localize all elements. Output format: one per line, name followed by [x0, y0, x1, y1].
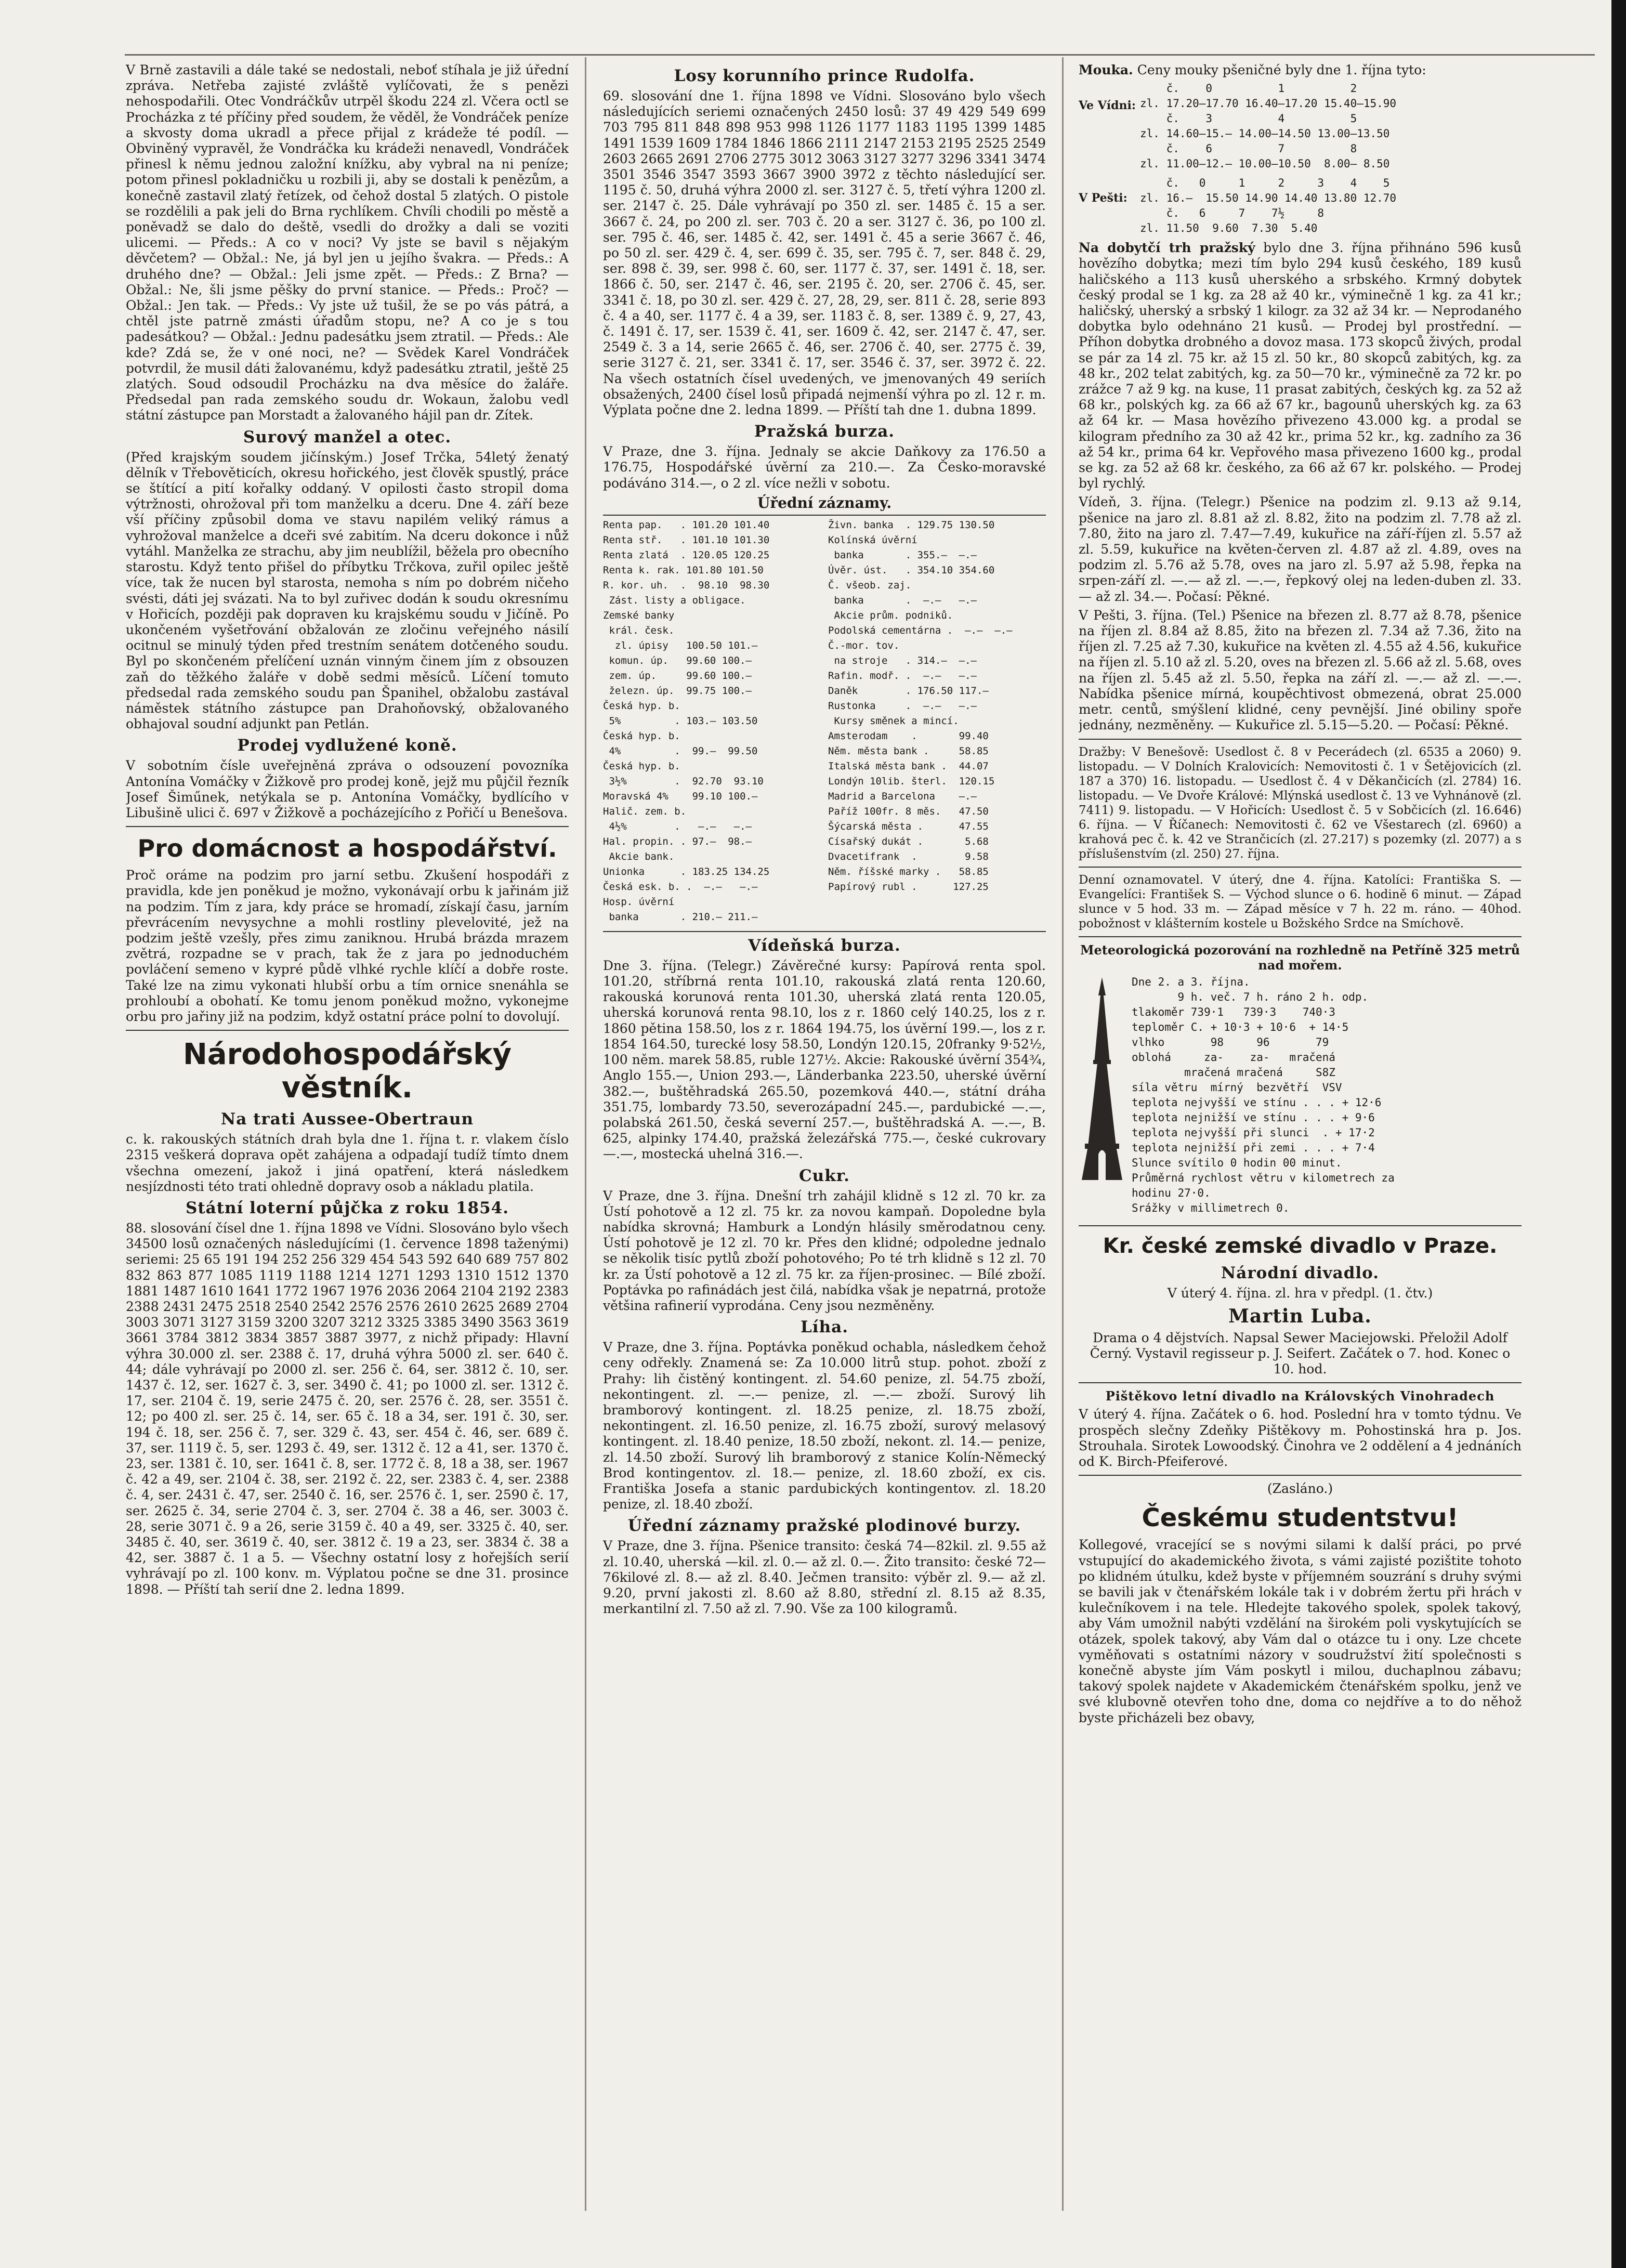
mouka-pesti: [1079, 176, 1522, 240]
petrin-tower-icon: [1079, 975, 1125, 1183]
mouka-lead: Ceny mouky pšeničné byly dne 1. října tyto:: [1137, 62, 1426, 77]
article-dobytci: bylo dne 3. října přihnáno 596 kusů hovězího dobytka; mezi tím bylo 294 kusů českého, 189 kusů haličského a 113 kusů uherského a srbského. Krmný dobytek český prodal se 1 kg. za 28 až 40 kr., výminečně 1 kg. za 41 kr.; haličský, uherský a srbský 1 kilogr. za 32 až 34 kr. — Neprodaného dobytka bylo odehnáno 21 kusů. — Prodej byl prostřední. — Příhon dobytka drobného a dovoz masa. 173 skopců živých, prodal se pár za 14 zl. 75 kr. až 15 zl. 50 kr., 80 skopců zabitých, kg. za 48 kr., 202 telat zabitých, kg. za 50—70 kr., výminečně za 72 kr. po zrážce 7 až 9 kg. na kuse, 11 prasat zabitých, českých kg. za 52 až 68 kr., polských kg. za 66 až 67 kr., bagounů uherských kg. za 63 až 64 kr. — Masa hovězího přivezeno 43.000 kg. a prodal se kilogram předního za 30 až 42 kr., prima 52 kr., kg. zadního za 36 až 54 kr., prima 64 kr. Vepřového masa přivezeno 1600 kg., prodal se kg. za 52 až 68 kr. českého, za 66 až 67 kr. polského. — Prodej byl rychlý.: [1079, 240, 1522, 491]
article-viden-obili: Vídeň, 3. října. (Telegr.) Pšenice na podzim zl. 9.13 až 9.14, pšenice na jaro zl. 8.81 až zl. 8.82, žito na podzim zl. 7.78 až zl. 7.80, žito na jaro zl. 7.47—7.49, kukuřice na září-říjen zl. 5.57 až zl. 5.59, kukuřice na květen-červen zl. 4.87 až zl. 4.89, oves na podzim zl. 5.76 až 5.78, oves na jaro zl. 5.97 až 5.98, řepka na srpen-září zl. —.— až zl. —.—, řepkový olej na leden-duben zl. 33.— až zl. 34.—. Počasí: Pěkné.: [1079, 494, 1522, 604]
heading-losy: Losy korunního prince Rudolfa.: [674, 67, 975, 85]
heading-luba: Martin Luba.: [1228, 1305, 1372, 1327]
heading-narodni: Národní divadlo.: [1221, 1263, 1380, 1282]
heading-surovy: Surový manžel a otec.: [243, 427, 452, 447]
article-luba: Drama o 4 dějstvích. Napsal Sewer Maciejowski. Přeložil Adolf Černý. Vystavil regisseur p. J. Seifert. Začátek o 7. hod. Konec o 10. hod.: [1090, 1330, 1511, 1377]
heading-studentstvu: Českému studentstvu!: [1142, 1503, 1459, 1533]
article-pistek: V úterý 4. října. Začátek o 6. hod. Poslední hra v tomto týdnu. Ve prospěch slečny Zdeňky Pištěkovy m. Pohostinská hra p. Jos. Strouhala. Sirotek Lowoodský. Činohra ve 2 oddělení a 4 jednáních od K. Birch-Pfeiferové.: [1079, 1407, 1522, 1469]
article-prodej: V sobotním čísle uveřejněná zpráva o odsouzení povozníka Antonína Vomáčky v Žižkově pro prodej koně, jejž mu půjčil řezník Josef Šiműnek, netýkala se p. Antonína Vomáčky, bydlícího v Libušině ulici č. 697 v Žižkově a pocházejícího z Pořičí u Benešova.: [126, 758, 569, 820]
article-studentstvu: Kollegové, vracející se s novými silami k další práci, po prvé vstupující do akademického života, s vámi zajisté pozištite tohoto po klidném útulku, kdež byste v příjemném souzrání s druhy svými se bavili jak v čtenářském lokále tak i v dobrém žertu při hrách v kulečníkovem i na tele. Hledejte takového spolek, spolek takový, aby Vám umožnil nabýti vzdělání na širokém poli vyskytujících se otázek, spolek takový, aby Vám dal o otázce tu i ony. Lze chcete vyměňovati s ostatními názory v soudružství žití společnosti s konečně abyste jím Vám poskytl i milou, duchaplnou zábavu; takový spolek najdete v Akademickém čtenářském spolku, jenž ve své klubovně otevřen toho dne, doma co nejdříve a to do něhož byste přicházeli bez obavy,: [1079, 1537, 1522, 1725]
article-videnska-burza: Dne 3. října. (Telegr.) Závěrečné kursy: Papírová renta spol. 101.20, stříbrná renta 101.10, rakouská zlatá renta 120.60, rakouská korunová renta 101.30, uherská zlatá renta 120.05, uherská korunová renta 98.10, los z r. 1860 celý 140.25, los z r. 1860 pětina 158.50, los z r. 1864 194.75, los úvěrní 199.—, los z r. 1854 164.50, turecké losy 58.50, Londýn 120.15, 20franky 9·52½, 100 něm. marek 58.85, ruble 127½. Akcie: Rakouské úvěrní 354³⁄₄, Anglo 155.—, Union 293.—, Länderbanka 223.50, uherské úvěrní 382.—, buštěhradská 265.50, pozemková 440.—, státní dráha 351.75, lombardy 73.50, severozápadní 245.—, pardubické —.—, polabská 261.50, česká severní 257.—, buštěhradská A. —.—, B. 625, alpinky 174.40, pražská železářská 775.—, české cukrovary —.—, mostecká uhelná 316.—.: [603, 958, 1046, 1162]
section-heading-domacnost: Pro domácnost a hospodářství.: [137, 834, 557, 863]
zaslano: (Zasláno.): [1267, 1481, 1333, 1497]
article-surovy: (Před krajským soudem jičínským.) Josef Trčka, 54letý ženatý dělník v Třebověticích, okresu hořického, jest člověk spustlý, práce se štítící a pití kořalky oddaný. V opilosti často stropil doma výtržnosti, ohrožoval při tom manželku a dceru. Dne 4. září beze vší příčiny způsobil doma ve stavu napilém veliký rámus a vyhrožoval manželce a dceři své zabitím. Na dceru dokonce i nůž vytáhl. Manželka ze strachu, aby jim neublížil, běžela pro obecního starostu. Když tento přišel do příbytku Trčkova, zuřil opilec ještě více, tak že nucen byl starosta, nemoha s ním po dobrém ničeho svésti, dáti jej svázati. Na to byl zuřivec dodán k soudu okresnímu v Hořicích, později pak dopraven ku krajskému soudu v Jičíně. Po ukončeném vyšetřování obžalován ze zločinu veřejného násilí ocitnul se minulý týden před trestním senátem dotčeného soudu. Byl po skončeném přelíčení uznán vinným činem jím z obsouzen zaň do těžkého žaláře v době sedmi měsíců. Líčení tomuto předsedal rada zemského soudu pan Španihel, obžalobu zastával náměstek státního zástupce pan Drahoňovský, obžalovaného obhajoval soudní adjunkt pan Petlán.: [126, 449, 569, 732]
divider: [126, 826, 569, 827]
heading-cukr: Cukr.: [799, 1166, 850, 1185]
column-left: [126, 62, 569, 2226]
divider: [126, 1030, 569, 1031]
divider: [1079, 867, 1522, 868]
heading-divadlo: Kr. české zemské divadlo v Praze.: [1103, 1234, 1498, 1258]
mouka-pesti-table: č. 0 1 2 3 4 5 zl. 16.— 15.50 14.90 14.40 13.80 12.70 č. 6 7 7½ 8 zl. 11.50 9.60 7.30 5.40: [1140, 177, 1397, 235]
article-cukr: V Praze, dne 3. října. Dnešní trh zahájil klidně s 12 zl. 70 kr. za Ústí pohotově a 12 zl. 75 kr. za novou kampaň. Dopoledne byla nabídka skrovná; Hamburk a Londýn hlásily směrodatnou ceny. Ústí pohotově je 12 zl. 70 kr. Přes den klidné; odpoledne jednalo se několik tisíc pytlů zboží pohotového; Po té trh klidně s 12 zl. 70 kr. za Ústí pohotově a 12 zl. 75 kr. za říjen-prosinec. — Bílé zboží. Poptávka po rafinádách jest čilá, nabídka však je nepatrná, protože většina rafinerií vyprodána. Ceny jsou nezměněny.: [603, 1188, 1046, 1313]
label-pesti: V Pešti:: [1079, 191, 1127, 205]
label-vidni: Ve Vídni:: [1079, 99, 1136, 113]
meteo-block: [1079, 975, 1522, 1220]
divider: [1079, 936, 1522, 937]
heading-kurzy: Úřední záznamy.: [757, 494, 892, 512]
article-domacnost: Proč oráme na podzim pro jarní setbu. Zkušení hospodáři z pravidla, kde jen poněkud je možno, vykonávají orbu k jařinám již na podzim. Tím z jara, kdy práce se hromadí, získají času, jarním převrácením nevysychne a mohli rostliny plevelovité, jež na podzim ještě vzešly, přes zimu zaniknou. Hrubá brázda mrazem zvětrá, rozpadne se v prach, tak že z jara po jednoduchém povláčení semeno v kypré půdě vlhké rychle klíčí a dobře roste. Také lze na zimu vykonati hlubší orbu a tím ornice snenáhla se prohloubí a obohatí. Ke tomu jenom poněkud možno, vykonejme orbu pro jařiny již na podzim, když ostatní práce polní to dovolují.: [126, 868, 569, 1024]
article-uredni-zaznamy: V Praze, dne 3. října. Pšenice transito: česká 74—82kil. zl. 9.55 až zl. 10.40, uherská —kil. zl. 0.— až zl. 0.—. Žito transito: české 72—76kilové zl. 8.— až zl. 8.40. Ječmen transito: výběr zl. 9.— až zl. 9.20, první jakosti zl. 8.60 až 8.80, střední zl. 8.15 až 8.35, merkantilní zl. 7.50 až zl. 7.90. Vše za 100 kilogramů.: [603, 1538, 1046, 1617]
kurzy-table: [603, 515, 1046, 932]
meteo-table: Dne 2. a 3. října. 9 h. več. 7 h. ráno 2 h. odp. tlakoměr 739·1 739·3 740·3 teploměr C. + 10·3 + 10·6 + 14·5 vlhko 98 96 79 oblohá za- za- mračená mračená mračená S8Z síla větru mírný bezvětří VSV teplota nejvyšší ve stínu . . . + 12·6 teplota nejnižší ve stínu . . . + 9·6 teplota nejvyšší při slunci . + 17·2 teplota nejnižší při zemi . . . + 7·4 Slunce svítilo 0 hodin 00 minut. Průměrná rychlost větru v kilometrech za hodinu 27·0. Srážky v millimetrech 0.: [1132, 975, 1395, 1214]
narodni-date: V úterý 4. října. zl. hra v předpl. (1. čtv.): [1167, 1285, 1433, 1301]
kurzy-right: Živn. banka . 129.75 130.50 Kolínská úvěrní banka . 355.— —.— Úvěr. úst. . 354.10 354.60 Č. všeob. zaj. banka . —.— —.— Akcie prům. podniků. Podolská cementárna . —.— —.— Č.-mor. tov. na stroje . 314.— —.— Rafin. modř. . —.— —.— Daněk . 176.50 117.— Rustonka . —.— —.— Kursy směnek a mincí. Amsterodam . 99.40 Něm. města bank . 58.85 Italská města bank . 44.07 Londýn 10lib. šterl. 120.15 Madrid a Barcelona —.— Paříž 100fr. 8 měs. 47.50 Šýcarská města . 47.55 Císařský dukát . 5.68 Dvacetifrank . 9.58 Něm. říšské marky . 58.85 Papírový rubl . 127.25: [828, 519, 1013, 893]
kurzy-left: Renta pap. . 101.20 101.40 Renta stř. . 101.10 101.30 Renta zlatá . 120.05 120.25 Renta k. rak. 101.80 101.50 R. kor. uh. . 98.10 98.30 Zást. listy a obligace. Zemské banky král. česk. zl. úpisy 100.50 101.— komun. úp. 99.60 100.— zem. úp. 99.60 100.— železn. úp. 99.75 100.— Česká hyp. b. 5% . 103.— 103.50 Česká hyp. b. 4% . 99.— 99.50 Česká hyp. b. 3½% . 92.70 93.10 Moravská 4% 99.10 100.— Halič. zem. b. 4½% . —.— —.— Hal. propin. . 97.— 98.— Akcie bank. Unionka . 183.25 134.25 Česká esk. b. . —.— —.— Hosp. úvěrní banka . 210.— 211.—: [603, 519, 770, 923]
column-rule: [585, 57, 586, 2211]
heading-pistek: Pištěkovo letní divadlo na Královských Vinohradech: [1105, 1388, 1495, 1404]
article-drazby: Dražby: V Benešově: Usedlost č. 8 v Pecerádech (zl. 6535 a 2060) 9. listopadu. — V Dolních Kralovicích: Nemovitosti č. 1 v Šetějovicích (zl. 187 a 370) 16. listopadu. — Usedlost č. 4 v Děkančicích (zl. 2784) 16. listopadu. — Ve Dvoře Králové: Mlýnská usedlost č. 13 ve Vyhnánově (zl. 7411) 9. listopadu. — V Hořicích: Usedlost č. 5 v Sobčicích (zl. 16.646) 6. října. — V Říčanech: Nemovitosti č. 62 ve Všestarech (zl. 6960) a krahová pec č. k. 42 ve Strančicích (zl. 27.217) s pozemky (zl. 2077) a s příslušenstvím (zl. 250) 27. října.: [1079, 745, 1522, 861]
heading-dobytci: Na dobytčí trh pražský: [1079, 240, 1255, 256]
article-trat: c. k. rakouských státních drah byla dne 1. října t. r. vlakem číslo 2315 veškerá doprava opět zahájena a odpadají tudíž tímto dnem všechna omezení, jakož i jiná opatření, která následkem nesjízdnosti této trati ohledně dopravy osob a nákladu platila.: [126, 1132, 569, 1194]
heading-trat: Na trati Aussee-Obertraun: [220, 1110, 474, 1129]
heading-prazska-burza: Pražská burza.: [754, 422, 895, 441]
heading-liha: Líha.: [801, 1318, 848, 1337]
section-heading-narodohospodarsky: Národohospodářský věstník.: [182, 1038, 512, 1105]
top-rule: [125, 54, 1595, 56]
column-middle: [603, 62, 1046, 2226]
mouka-vidni-table: č. 0 1 2 zl. 17.20—17.70 16.40—17.20 15.40—15.90 č. 3 4 5 zl. 14.60—15.— 14.00—14.50 13.00—13.50 č. 6 7 8 zl. 11.00—12.— 10.00—10.50 8.00— 8.50: [1140, 82, 1397, 171]
heading-videnska-burza: Vídeňská burza.: [748, 936, 901, 955]
column-rule: [1062, 57, 1064, 2211]
article-statni-pujcka: 88. slosování čísel dne 1. října 1898 ve Vídni. Slosováno bylo všech 34500 losů označených následujícími (1. července 1898 taženými) seriemi: 25 65 191 194 252 256 329 454 543 592 640 689 757 802 832 863 877 1085 1119 1188 1214 1271 1293 1310 1512 1370 1881 1487 1610 1641 1772 1967 1976 2036 2064 2104 2192 2383 2388 2431 2475 2518 2540 2542 2576 2576 2610 2625 2689 2704 3003 3071 3127 3159 3200 3207 3212 3325 3385 3490 3563 3619 3661 3784 3812 3834 3857 3887 3977, z nichž připady: Hlavní výhra 30.000 zl. ser. 2388 č. 17, druhá výhra 5000 zl. ser. 640 č. 44; dále vyhrávají po 2000 zl. ser. 256 č. 64, ser. 3812 č. 10, ser. 1437 č. 12, ser. 1627 č. 3, ser. 3490 č. 41; po 1000 zl. ser. 1312 č. 17, ser. 2104 č. 19, serie 2475 č. 20, ser. 2576 č. 28, ser. 3551 č. 12; po 400 zl. ser. 25 č. 14, ser. 65 č. 18 a 34, ser. 191 č. 30, ser. 194 č. 18, ser. 256 č. 7, ser. 329 č. 43, ser. 454 č. 46, ser. 689 č. 37, ser. 1119 č. 5, ser. 1293 č. 49, ser. 1312 č. 12 a 41, ser. 1370 č. 23, ser. 1381 č. 10, ser. 1641 č. 8, ser. 1772 č. 8, 18 a 38, ser. 1967 č. 42 a 49, ser. 2104 č. 38, ser. 2192 č. 22, ser. 2383 č. 4, ser. 2388 č. 4, ser. 2431 č. 47, ser. 2540 č. 16, ser. 2576 č. 1, ser. 2590 č. 17, ser. 2625 č. 34, serie 2704 č. 3, ser. 2704 č. 38 a 46, ser. 3003 č. 28, serie 3071 č. 9 a 26, serie 3159 č. 40 a 49, ser. 3325 č. 40, ser. 3485 č. 40, ser. 3619 č. 40, ser. 3812 č. 19 a 23, ser. 3834 č. 38 a 42, ser. 3887 č. 1 a 5. — Všechny ostatní losy z hořejších serií vyhrávají po zl. 100 konv. m. Výplatou počne se dne 31. prosince 1898. — Příští tah serií dne 2. ledna 1899.: [126, 1220, 569, 1597]
heading-statni-pujcka: Státní loterní půjčka z roku 1854.: [185, 1198, 509, 1217]
article-denni: Denní oznamovatel. V úterý, dne 4. října. Katolíci: Františka S. — Evangelíci: František S. — Východ slunce o 6. hodině 6 minut. — Západ slunce v 5 hod. 33 m. — Západ měsíce v 7 h. 22 m. ráno. — 40hod. pobožnost v klášterním kostele u Božského Srdce na Smíchově.: [1079, 873, 1522, 930]
heading-meteo: Meteorologická pozorování na rozhledně na Petříně 325 metrů nad mořem.: [1080, 942, 1520, 973]
article-pest-obili: V Pešti, 3. října. (Tel.) Pšenice na březen zl. 8.77 až 8.78, pšenice na říjen zl. 8.84 až 8.85, žito na březen zl. 7.34 až 7.36, žito na říjen zl. 7.25 až 7.30, kukuřice na květen zl. 4.55 až 4.56, kukuřice na říjen zl. 5.10 až zl. 5.20, oves na březen zl. 5.66 až zl. 5.68, oves na říjen zl. 5.45 až zl. 5.50, řepka na září zl. —.— až zl. —.—. Nabídka pšenice mírná, koupěchtivost obmezená, obrat 25.000 metr. centů, smýšlení klidné, ceny pevnější. Jiné obiliny spoře jednány, nezměněny. — Kukuřice zl. 5.15—5.20. — Počasí: Pěkné.: [1079, 607, 1522, 733]
article-liha: V Praze, dne 3. října. Poptávka poněkud ochabla, následkem čehož ceny odřekly. Znamená se: Za 10.000 litrů stup. pohot. zboží z Prahy: lih čistěný kontingent. zl. 54.60 penize, zl. 54.75 zboží, nekontingent. zl. —.— penize, zl. —.— zboží. Surový lih bramborový kontingent. zl. 18.25 penize, zl. 18.75 zboží, nekontingent. zl. 16.50 penize, zl. 16.75 zboží, surový melasový kontingent. zl. 18.40 penize, 18.50 zboží, nekont. zl. 14.— penize, zl. 14.50 zboží. Surový lih bramborový z stanice Kolín-Německý Brod kontingentov. zl. 18.— penize, zl. 18.60 zboží, ex cis. Františka Josefa a stanic pardubických kontingentov. zl. 18.20 penize, zl. 18.40 zboží.: [603, 1340, 1046, 1512]
divider: [1079, 1475, 1522, 1476]
heading-prodej: Prodej vydlužené koně.: [237, 736, 457, 755]
heading-uredni-zaznamy: Úřední záznamy pražské plodinové burzy.: [627, 1516, 1021, 1536]
article-brno: V Brně zastavili a dále také se nedostali, neboť stíhala je již úřední zpráva. Netřeba zajisté zvláště vylíčovati, že s penězi nehospodařili. Otec Vondráčkův utrpěl škodu 224 zl. Včera octl se Procházka z té příčiny před soudem, že věděl, že Vondráček peníze a skvosty doma ukradl a přece přijal z krádeže té podíl. — Obviněný vypravěl, že Vondráčka ku krádeži nenavedl, Vondráček přinesl k němu jednou založní knížku, aby vybral na ni peníze; potom přinesl pokladničku u rozbili ji, aby se dostali k penězům, a konečně zastavil zlatý řetízek, od čehož dostal 5 zlatých. O pistole se rozdělili a pak jeli do Brna rychlíkem. Chvíli chodili po městě a poněvadž se dalo do deště, vsedli do drožky a dali se voziti ulicemi. — Předs.: A co v noci? Vy jste se bavil s nějakým děvčetem? — Obžal.: Ne, já byl jen u jejího švakra. — Předs.: A druhého dne? — Obžal.: Jeli jsme zpět. — Předs.: Z Brna? — Obžal.: Ne, šli jsme pěšky do první stanice. — Předs.: Proč? — Obžal.: Jen tak. — Předs.: Vy jste už tušil, že se po vás pátrá, a chtěl jste patrně zmásti úřadům stopu, ne? A co je s tou padesátkou? — Obžal.: Jednu padesátku jsem ztratil. — Předs.: Ale kde? Zdá se, že v oné noci, ne? — Svědek Karel Vondráček potvrdil, že musil dáti žalovanému, když padesátku ztratil, ještě 25 zlatých. Soud odsoudil Procházku na dva měsíce do žaláře. Předsedal pan rada zemského soudu dr. Wokaun, žalobu vedl státní zástupce pan Morstadt a žalovaného hájil pan dr. Zítek.: [126, 62, 569, 423]
heading-mouka: Mouka.: [1079, 62, 1133, 77]
divider: [1079, 1382, 1522, 1383]
article-losy: 69. slosování dne 1. října 1898 ve Vídni. Slosováno bylo všech následujících seriemi označených 2450 losů: 37 49 429 549 699 703 795 811 848 898 953 998 1126 1177 1183 1195 1399 1485 1491 1539 1609 1784 1846 1866 2111 2147 2153 2195 2525 2549 2603 2665 2691 2706 2775 3012 3063 3127 3277 3296 3341 3474 3501 3546 3547 3593 3667 3900 3972 z těchto následující ser. 1195 č. 50, druhá výhra 2000 zl. ser. 3127 č. 5, třetí výhra 1200 zl. ser. 2147 č. 25. Dále vyhrávají po 350 zl. ser. 1485 č. 15 a ser. 3667 č. 24, po 200 zl. ser. 703 č. 20 a ser. 3127 č. 36, po 100 zl. ser. 795 č. 46, ser. 1485 č. 42, ser. 1491 č. 45 a serie 3667 č. 46, po 50 zl. ser. 429 č. 4, ser. 699 č. 35, ser. 795 č. 7, ser. 848 č. 29, ser. 898 č. 39, ser. 998 č. 60, ser. 1177 č. 37, ser. 1491 č. 18, ser. 1866 č. 50, ser. 2147 č. 46, ser. 2195 č. 20, ser. 2706 č. 45, ser. 3341 č. 18, po 30 zl. ser. 429 č. 27, 28, 29, ser. 811 č. 28, serie 893 č. 4 a 40, ser. 1177 č. 4 a 39, ser. 1183 č. 8, ser. 1389 č. 9, 27, 43, č. 1491 č. 17, ser. 1539 č. 41, ser. 1609 č. 42, ser. 2147 č. 47, ser. 2549 č. 3 a 14, serie 2665 č. 46, ser. 2706 č. 40, ser. 2775 č. 39, serie 3127 č. 21, ser. 3341 č. 17, ser. 3546 č. 37, ser. 3972 č. 22. Na všech ostatních čísel uvedených, ve jmenovaných 49 seriích obsažených, 2400 čísel losů připadá nejmenší výhra po zl. 12 r. m. Výplata počne dne 2. ledna 1899. — Příští tah dne 1. dubna 1899.: [603, 88, 1046, 418]
divider: [1079, 739, 1522, 740]
column-right: [1079, 62, 1522, 2226]
mouka-vidni: [1079, 81, 1522, 176]
divider: [1079, 1225, 1522, 1226]
article-prazska-burza: V Praze, dne 3. října. Jednaly se akcie Daňkovy za 176.50 a 176.75, Hospodářské úvěrní za 210.—. Za Česko-moravské podáváno 314.—, o 2 zl. více nežli v sobotu.: [603, 444, 1046, 491]
